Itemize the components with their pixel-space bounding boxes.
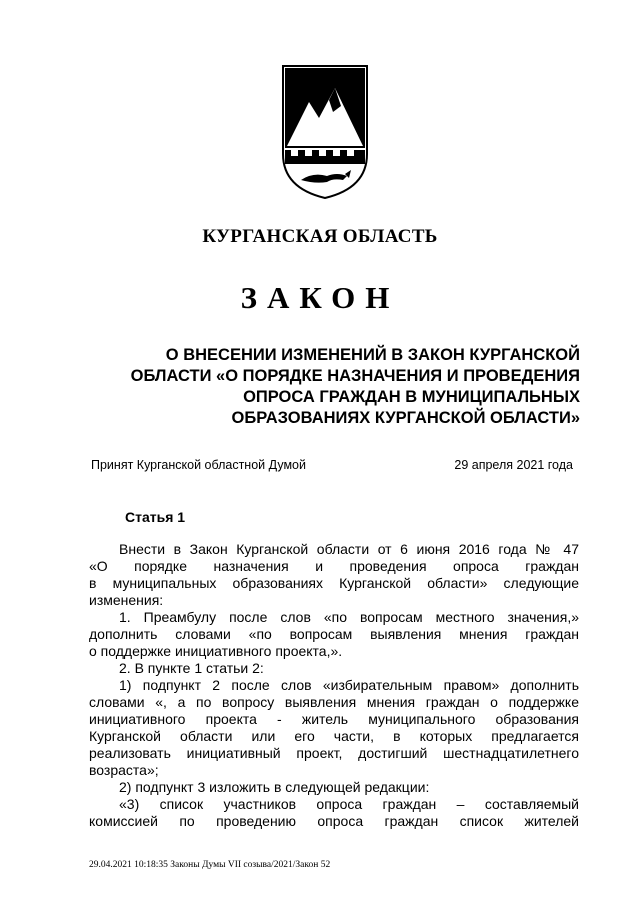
body-line: «3) список участников опроса граждан – составляемый <box>119 796 579 812</box>
adopted-by: Принят Курганской областной Думой <box>91 458 306 472</box>
body-line: инициативного проекта - житель муниципального образования <box>89 711 579 727</box>
law-title-line: ОБЛАСТИ «О ПОРЯДКЕ НАЗНАЧЕНИЯ И ПРОВЕДЕНИЯ <box>130 367 580 385</box>
document-type: ЗАКОН <box>240 280 400 315</box>
body-line: «О порядке назначения и проведения опроса граждан <box>89 558 579 574</box>
body-line: 1) подпункт 2 после слов «избирательным правом» дополнить <box>119 677 579 693</box>
law-title-line: ОПРОСА ГРАЖДАН В МУНИЦИПАЛЬНЫХ <box>243 388 580 406</box>
body-line: 2) подпункт 3 изложить в следующей редакции: <box>119 779 430 795</box>
law-title-line: О ВНЕСЕНИИ ИЗМЕНЕНИЙ В ЗАКОН КУРГАНСКОЙ <box>165 346 580 364</box>
law-title-line: ОБРАЗОВАНИЯХ КУРГАНСКОЙ ОБЛАСТИ» <box>231 409 580 427</box>
footer-stamp: 29.04.2021 10:18:35 Законы Думы VII созыва/2021/Закон 52 <box>89 860 331 870</box>
body-line: дополнить словами «по вопросам выявления мнения граждан <box>89 626 579 642</box>
body-line: Внести в Закон Курганской области от 6 июня 2016 года № 47 <box>119 541 579 557</box>
body-line: 2. В пункте 1 статьи 2: <box>119 660 264 676</box>
body-line: возраста»; <box>89 762 159 778</box>
adoption-date: 29 апреля 2021 года <box>454 458 573 472</box>
body-line: Курганской области или его части, в которых предлагается <box>89 728 579 744</box>
article-heading: Статья 1 <box>125 509 186 525</box>
body-line: изменения: <box>89 592 164 608</box>
coat-of-arms-emblem <box>275 62 375 202</box>
body-line: 1. Преамбулу после слов «по вопросам местного значения,» <box>119 609 579 625</box>
article-body <box>89 541 579 830</box>
body-line: реализовать инициативный проект, достигший шестнадцатилетнего <box>89 745 579 761</box>
law-title <box>90 345 580 429</box>
region-name: КУРГАНСКАЯ ОБЛАСТЬ <box>202 226 438 247</box>
body-line: словами «, а по вопросу выявления мнения граждан о поддержке <box>89 694 579 710</box>
body-line: в муниципальных образованиях Курганской области» следующие <box>89 575 579 591</box>
body-line: о поддержке инициативного проекта,». <box>89 643 343 659</box>
body-line: комиссией по проведению опроса граждан список жителей <box>89 813 579 829</box>
